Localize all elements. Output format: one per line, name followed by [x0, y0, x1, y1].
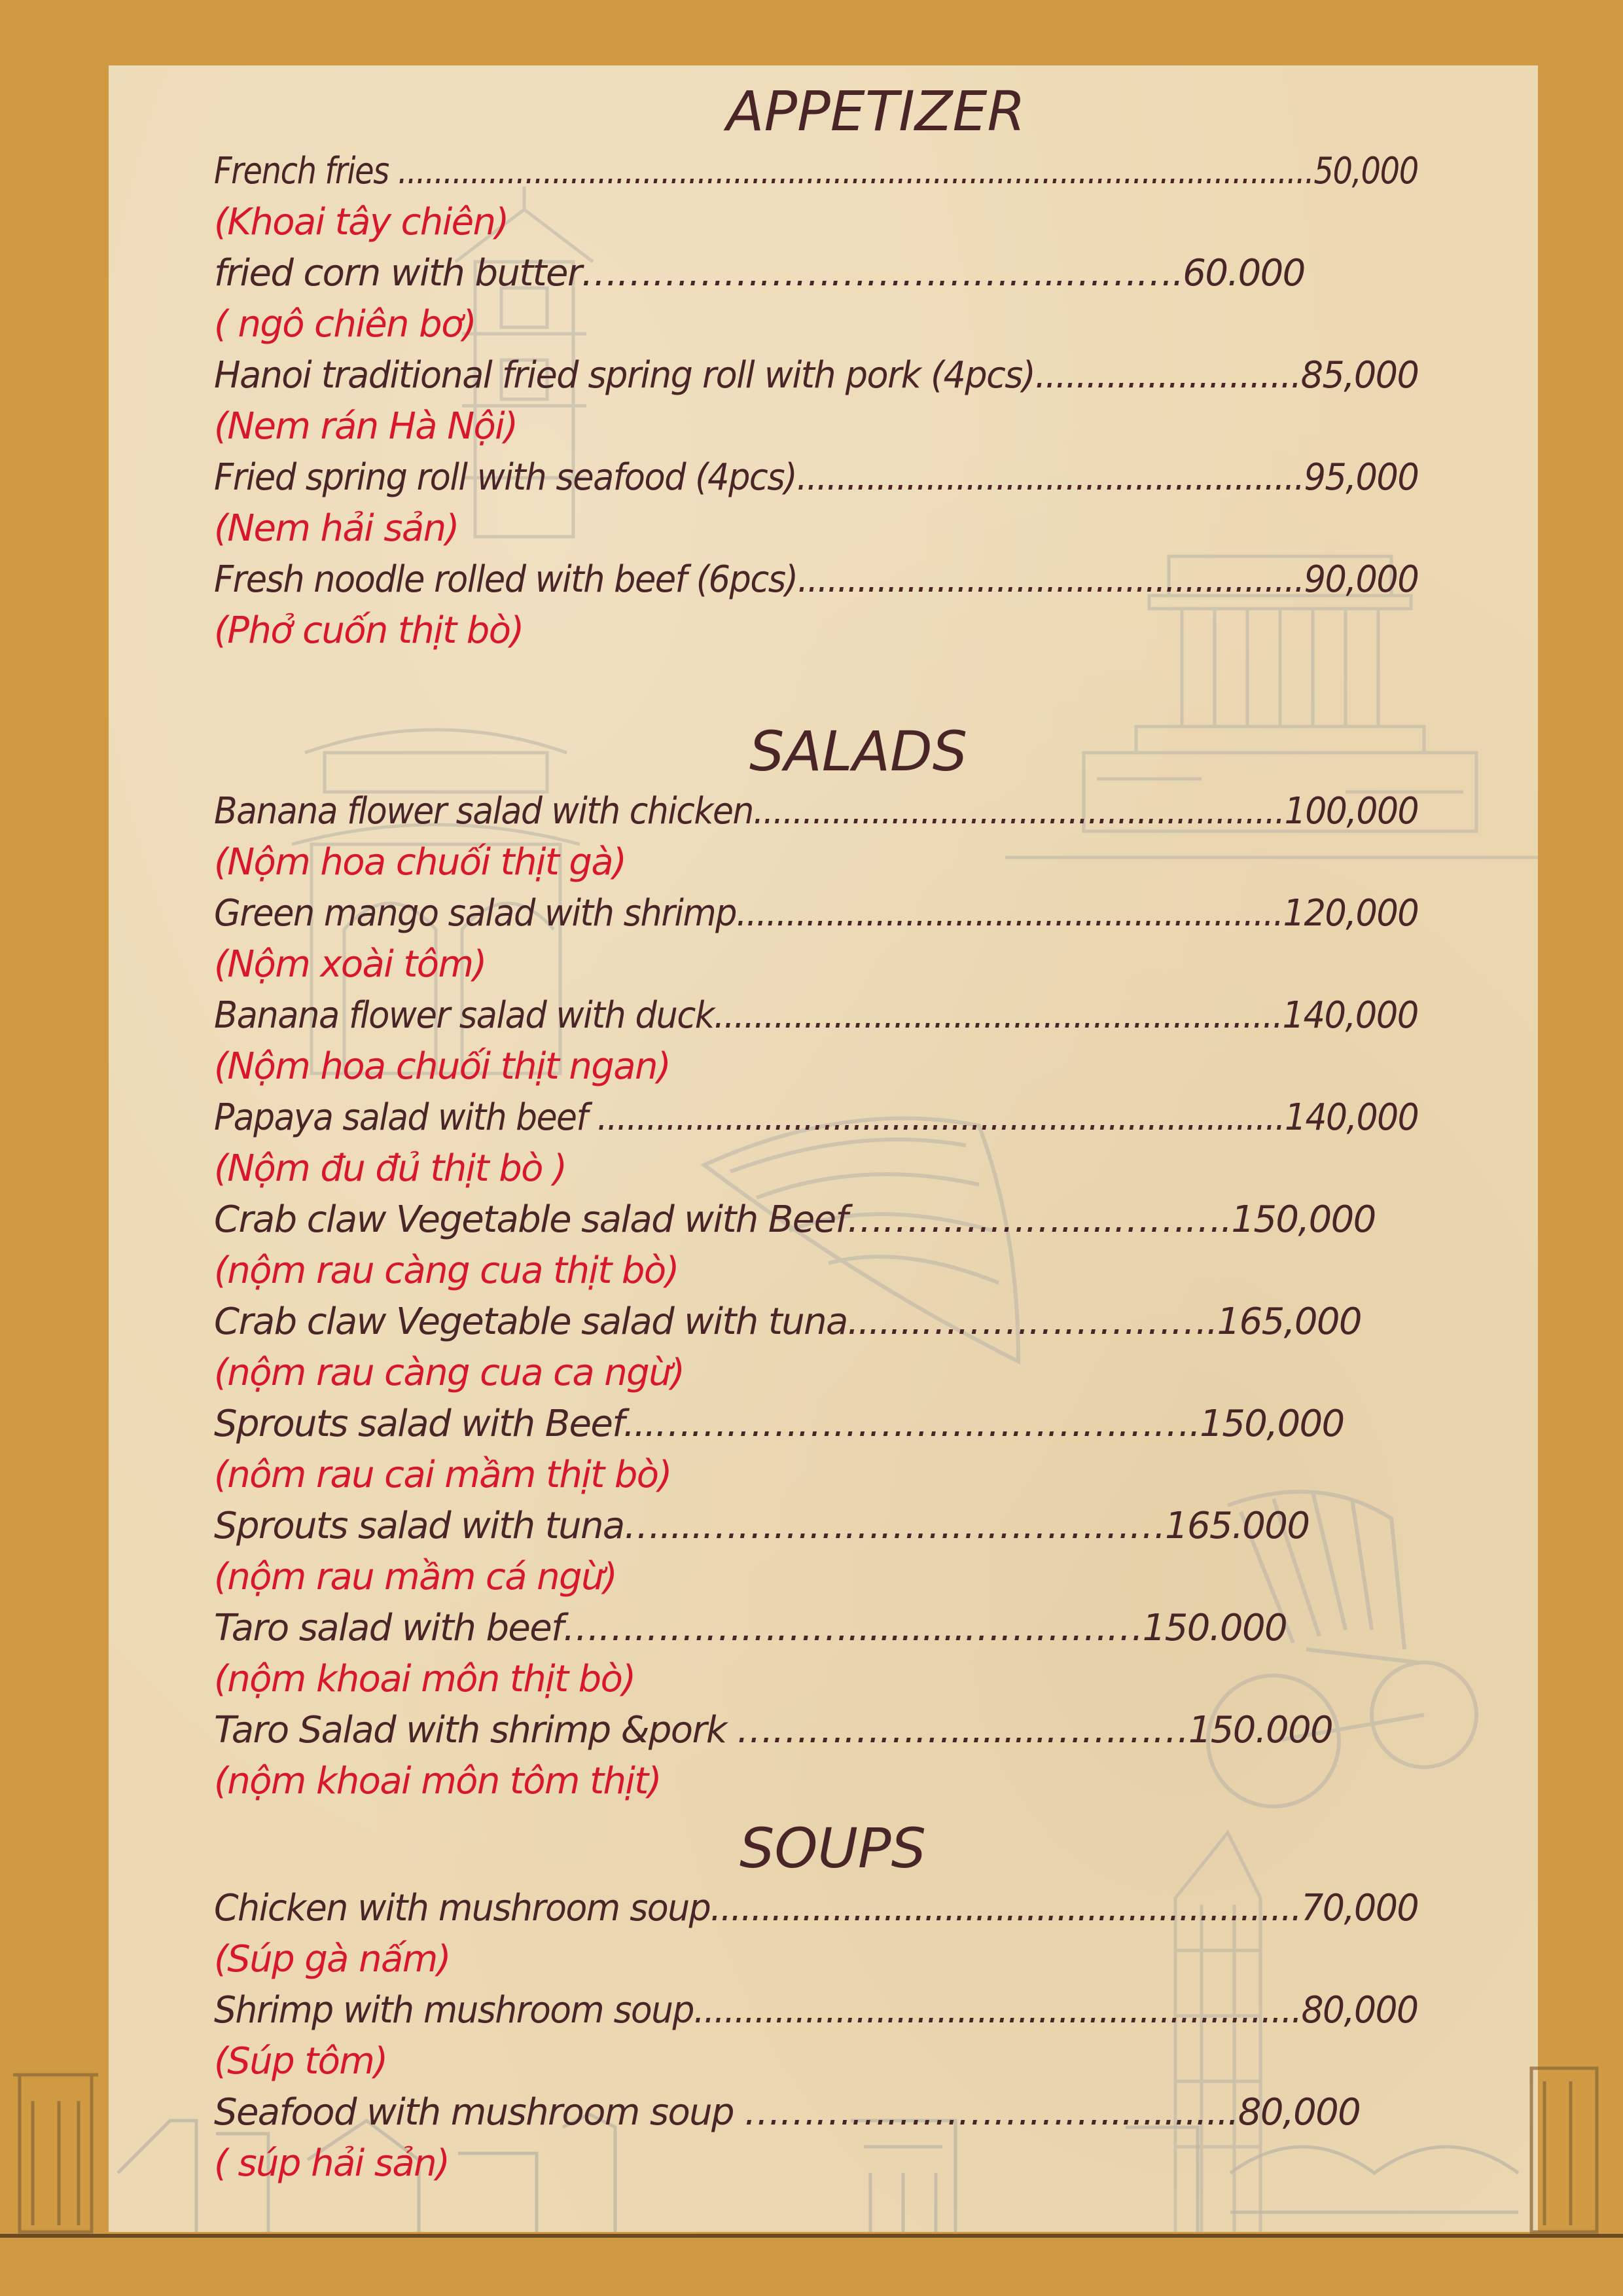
menu-item-line: Crab claw Vegetable salad with Beef……………….....……….150,000: [214, 1198, 1376, 1241]
menu-item-vietnamese: (nộm rau càng cua thịt bò): [214, 1249, 679, 1292]
menu-item-vietnamese: (Nem rán Hà Nội): [214, 405, 518, 448]
menu-item-line: Sprouts salad with Beef...……………………………………….150,000: [214, 1403, 1344, 1445]
menu-item-line: Chicken with mushroom soup..........................................................70,000: [214, 1887, 1419, 1929]
section-title-soups: SOUPS: [740, 1816, 926, 1880]
menu-item-vietnamese: (Súp gà nấm): [214, 1938, 450, 1981]
menu-item-vietnamese: (Nộm hoa chuối thịt ngan): [214, 1045, 671, 1088]
menu-item-vietnamese: (nộm khoai môn thịt bò): [214, 1658, 635, 1700]
menu-item-line: Green mango salad with shrimp.......................................................120,000: [214, 892, 1419, 935]
menu-item-vietnamese: (nộm rau càng cua ca ngừ): [214, 1352, 685, 1394]
menu-item-line: Fried spring roll with seafood (4pcs)...................................................95,000: [214, 456, 1419, 499]
menu-item-line: French fries .....................................................................................................50,000: [214, 150, 1418, 192]
menu-item-line: Taro Salad with shrimp &pork ……………….........…………150.000: [214, 1709, 1333, 1751]
menu-item-vietnamese: (nộm rau mầm cá ngừ): [214, 1556, 617, 1598]
menu-item-line: Fresh noodle rolled with beef (6pcs)...................................................90,000: [214, 558, 1419, 601]
menu-item-vietnamese: (Súp tôm): [214, 2040, 387, 2083]
menu-item-vietnamese: ( ngô chiên bơ): [214, 303, 476, 346]
menu-item-vietnamese: ( súp hải sản): [214, 2142, 450, 2185]
menu-item-line: Crab claw Vegetable salad with tuna.......…………………….165,000: [214, 1300, 1361, 1343]
menu-item-vietnamese: (Nộm hoa chuối thịt gà): [214, 841, 626, 884]
menu-item-vietnamese: (nộm khoai môn tôm thịt): [214, 1760, 661, 1803]
menu-item-vietnamese: (Nộm đu đủ thịt bò ): [214, 1147, 567, 1190]
menu-item-vietnamese: (Nem hải sản): [214, 507, 459, 550]
menu-item-line: Shrimp with mushroom soup............................................................80,000: [214, 1989, 1418, 2032]
menu-item-line: Papaya salad with beef ......................................................................140,000: [214, 1096, 1419, 1139]
section-title-appetizer: APPETIZER: [726, 79, 1026, 143]
menu-item-line: Taro salad with beef……………………...........……………150.000: [214, 1607, 1287, 1649]
menu-item-line: Hanoi traditional fried spring roll with pork (4pcs)..........................85,000: [214, 354, 1419, 397]
menu-item-line: Sprouts salad with tuna…....…………………………………165.000: [214, 1505, 1310, 1547]
menu-item-line: Banana flower salad with chicken......................................................100,000: [214, 790, 1419, 833]
menu-item-vietnamese: (Khoai tây chiên): [214, 201, 508, 243]
menu-item-line: Seafood with mushroom soup ………………………….............80,000: [214, 2091, 1361, 2134]
menu-item-vietnamese: (Phở cuốn thịt bò): [214, 609, 524, 652]
section-title-salads: SALADS: [749, 719, 968, 783]
menu-item-line: Banana flower salad with duck.........................................................140,000: [214, 994, 1418, 1037]
menu-item-vietnamese: (Nộm xoài tôm): [214, 943, 486, 986]
menu-item-vietnamese: (nôm rau cai mầm thịt bò): [214, 1454, 671, 1496]
menu-item-line: fried corn with butter…………………………………..……….60.000: [214, 252, 1305, 295]
